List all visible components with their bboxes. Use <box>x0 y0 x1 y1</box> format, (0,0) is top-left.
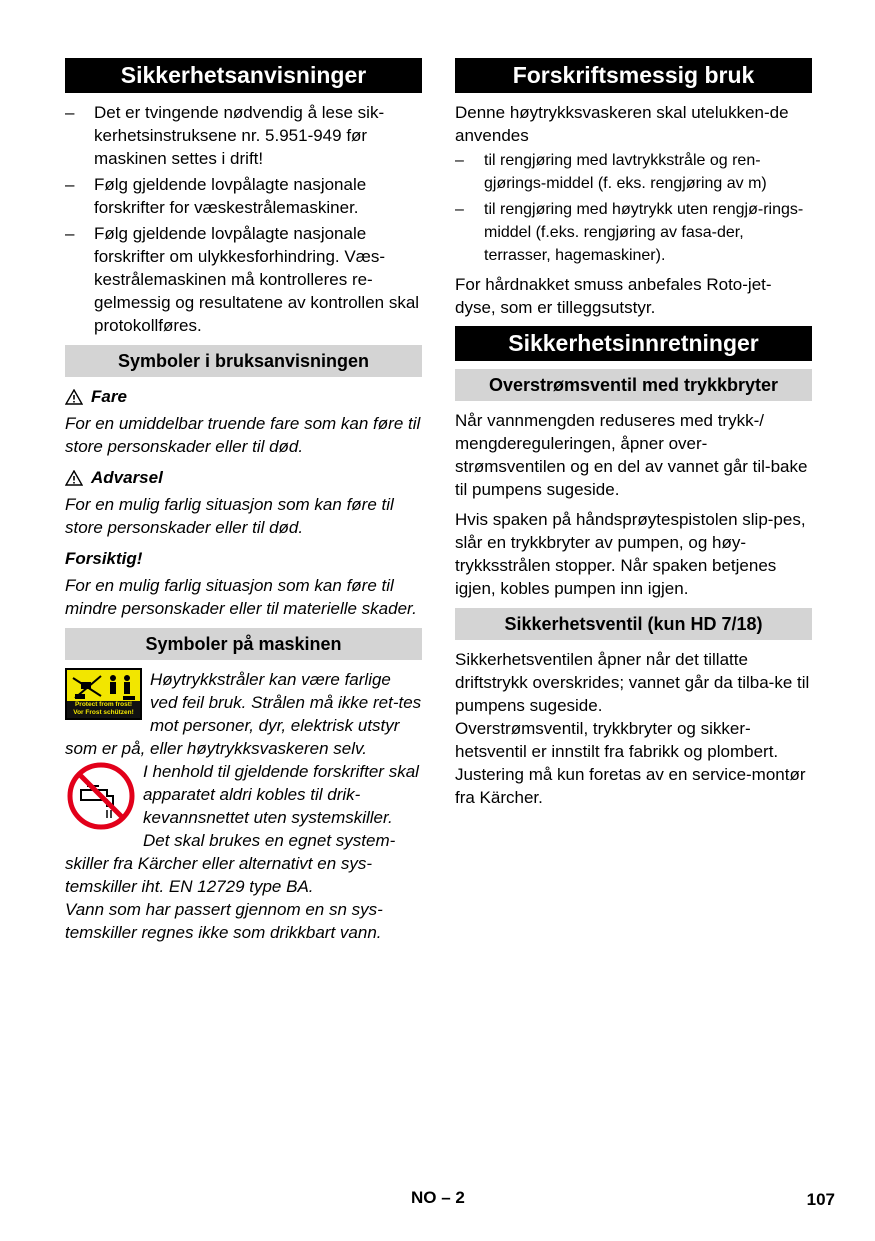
intended-use-intro: Denne høytrykksvaskeren skal utelukken-de anvendes <box>455 103 789 145</box>
section-title-intended-use: Forskriftsmessig bruk <box>455 58 812 93</box>
warning-label: Advarsel <box>91 468 163 487</box>
drinking-water-note: Vann som har passert gjennom en sn sys-temskiller regnes ikke som drikkbart vann. <box>65 900 383 942</box>
danger-label: Fare <box>91 387 127 406</box>
frost-label-en: Protect from frost! <box>74 701 133 708</box>
warning-title <box>65 466 422 489</box>
list-item: – Det er tvingende nødvendig å lese sik-kerhetsinstruksene nr. 5.951-949 før maskinen settes i drift! <box>65 101 422 170</box>
warning-text: For en mulig farlig situasjon som kan føre til store personskader eller til død. <box>65 495 394 537</box>
list-item: – Følg gjeldende lovpålagte nasjonale forskrifter om ulykkesforhindring. Væs-kestrålemaskinen må kontrolleres re-gelmessig og resultatene av kontrollen skal protokollføres. <box>65 222 422 337</box>
footer-section-label: NO – 2 <box>411 1188 465 1207</box>
list-item: – Følg gjeldende lovpålagte nasjonale forskrifter for væskestrålemaskiner. <box>65 173 422 219</box>
intended-use-outro: For hårdnakket smuss anbefales Roto-jet-dyse, som er tilleggsutstyr. <box>455 275 772 317</box>
high-pressure-warning-sign-icon <box>65 668 142 720</box>
page-number: 107 <box>806 1190 835 1209</box>
safety-valve-text-1: Sikkerhetsventilen åpner når det tillatte driftstrykk overskrides; vannet går da tilba-ke til pumpens sugeside. <box>455 650 810 715</box>
heading-overflow-valve: Overstrømsventil med trykkbryter <box>455 369 812 401</box>
warning-triangle-icon <box>65 470 83 486</box>
overflow-valve-text-2: Hvis spaken på håndsprøytespistolen slip-pes, slår en trykkbryter av pumpen, og høy-trykksstrålen stopper. Når spaken betjenes igjen, kobles pumpen inn igjen. <box>455 510 806 598</box>
section-title-safety: Sikkerhetsanvisninger <box>65 58 422 93</box>
warning-triangle-icon <box>65 389 83 405</box>
heading-safety-valve: Sikkerhetsventil (kun HD 7/18) <box>455 608 812 640</box>
right-column <box>455 58 812 816</box>
frost-label-de: Vor Frost schützen! <box>73 709 134 716</box>
symbol-block-high-pressure <box>65 668 422 760</box>
caution-title: Forsiktig! <box>65 549 143 568</box>
high-pressure-text: Høytrykkstråler kan være farlige ved feil bruk. Strålen må ikke ret-tes mot personer, dyr, elektrisk utstyr som er på, eller høytrykksvaskeren selv. <box>65 670 422 758</box>
danger-title <box>65 385 422 408</box>
safety-valve-text-2: Overstrømsventil, trykkbryter og sikker-hetsventil er innstilt fra fabrikk og plombert. Justering må kun foretas av en service-montør fra Kärcher. <box>455 719 806 807</box>
no-drinking-water-connection-icon <box>67 762 135 830</box>
safety-list <box>65 101 422 337</box>
heading-symbols-machine: Symboler på maskinen <box>65 628 422 660</box>
left-column <box>65 58 422 952</box>
list-item: – til rengjøring med høytrykk uten rengjø-rings-middel (f.eks. rengjøring av fasa-der, terrasser, hagemaskiner). <box>455 198 812 267</box>
symbol-block-drinking-water <box>65 760 422 898</box>
drinking-water-text: I henhold til gjeldende forskrifter skal apparatet aldri kobles til drik-kevannsnettet uten systemskiller. Det skal brukes en egnet system-skiller fra Kärcher eller alternativt en sys-temskiller iht. EN 12729 type BA. <box>65 762 419 896</box>
caution-text: For en mulig farlig situasjon som kan føre til mindre personskader eller til materielle skader. <box>65 576 417 618</box>
list-item: – til rengjøring med lavtrykkstråle og ren-gjørings-middel (f. eks. rengjøring av m) <box>455 149 812 195</box>
spray-hazard-icon <box>67 670 140 703</box>
frost-warning-band <box>67 701 140 718</box>
section-title-safety-devices: Sikkerhetsinnretninger <box>455 326 812 361</box>
heading-symbols-manual: Symboler i bruksanvisningen <box>65 345 422 377</box>
danger-text: For en umiddelbar truende fare som kan føre til store personskader eller til død. <box>65 414 421 456</box>
intended-use-list <box>455 149 812 267</box>
overflow-valve-text-1: Når vannmengden reduseres med trykk-/ mengdereguleringen, åpner over-strømsventilen og en del av vannet går til-bake til pumpens sugeside. <box>455 411 808 499</box>
